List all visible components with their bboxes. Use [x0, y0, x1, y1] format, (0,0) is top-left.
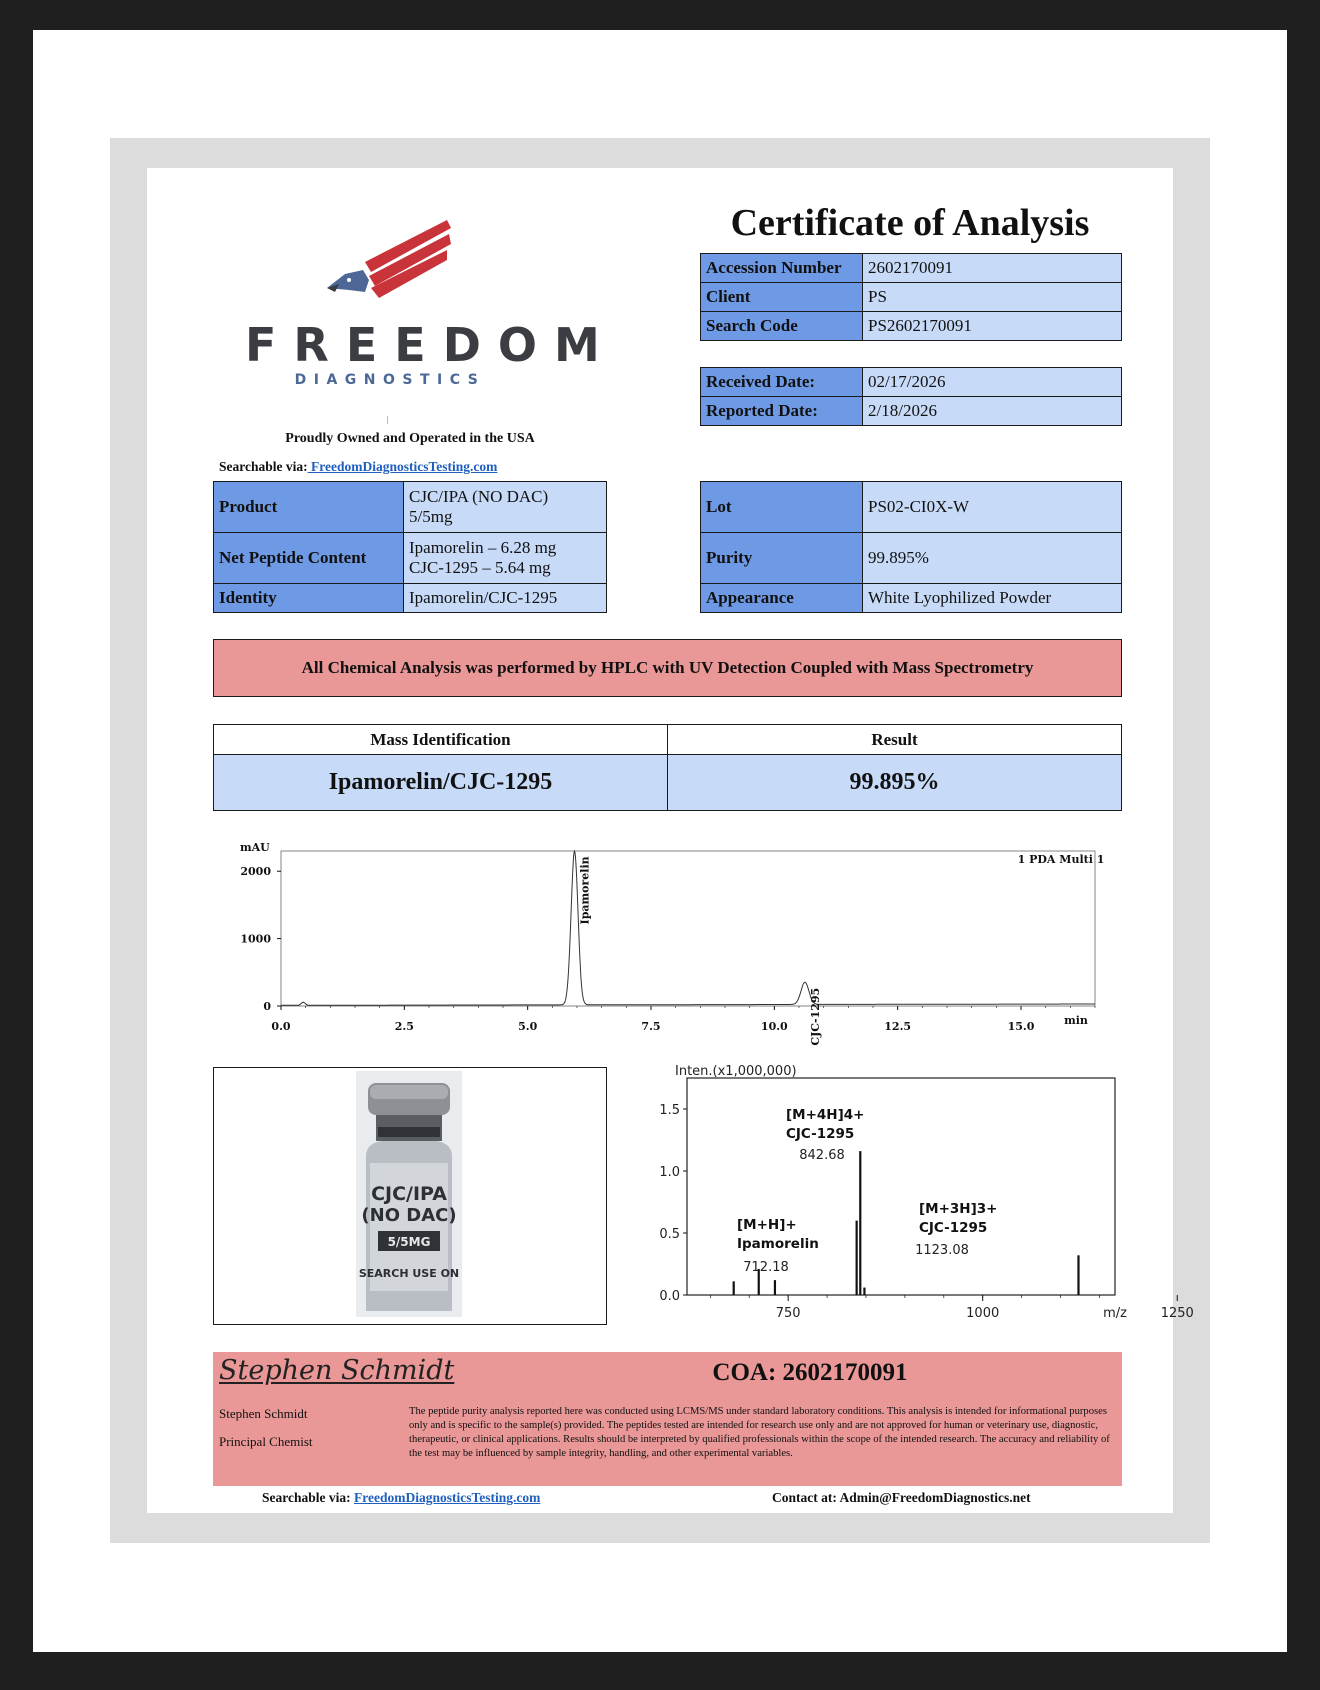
vial-dose-label: 5/5MG [387, 1235, 431, 1249]
y-tick-label: 1.0 [659, 1165, 680, 1180]
accession-key: Accession Number [701, 254, 863, 283]
page-title: Certificate of Analysis [730, 202, 1090, 244]
accession-table [700, 253, 1122, 341]
identification-value: Ipamorelin/CJC-1295 [214, 755, 668, 811]
search-code-key: Search Code [701, 312, 863, 341]
proud-tagline: Proudly Owned and Operated in the USA [285, 431, 535, 446]
website-link[interactable]: FreedomDiagnosticsTesting.com [307, 459, 498, 474]
reported-date-key: Reported Date: [701, 397, 863, 426]
net-peptide-line: CJC-1295 – 5.64 mg [409, 558, 551, 577]
table-row [701, 397, 1122, 426]
y-tick-label: 1000 [240, 932, 271, 946]
searchable-line-top [219, 459, 497, 475]
mass-identification-header: Mass Identification [214, 725, 668, 755]
table-row [701, 482, 1122, 533]
peak-annotation-name: CJC-1295 [786, 1126, 855, 1142]
chart-title: Inten.(x1,000,000) [675, 1064, 797, 1079]
y-tick-label: 2000 [240, 865, 271, 879]
chromatogram-trace [281, 851, 1095, 1005]
lot-value: PS02-CI0X-W [863, 482, 1122, 533]
disclaimer-text: The peptide purity analysis reported here was conducted using LCMS/MS under standard laboratory conditions. This analysis is intended for informational purposes only and is specific to the sample(s) provided. The peptides tested are intended for research use only and are not approved for human or veterinary use, diagnostic, therapeutic, or clinical applications. Results should be interpreted by qualified professionals within the scope of the intended research. The accuracy and reliability of the test may be influenced by sample integrity, handling, and other experimental variables. [409, 1406, 1110, 1459]
purity-value: 99.895% [863, 533, 1122, 584]
vial-image [356, 1071, 462, 1317]
product-table [213, 481, 607, 613]
product-value-line: 5/5mg [409, 507, 453, 526]
table-row [701, 283, 1122, 312]
x-tick-label: 15.0 [1007, 1020, 1035, 1033]
y-tick-label: 0.0 [659, 1289, 680, 1304]
table-row [701, 368, 1122, 397]
x-axis-label: m/z [1103, 1306, 1127, 1321]
peak-annotation-name: Ipamorelin [737, 1236, 819, 1252]
identity-key: Identity [214, 584, 404, 613]
x-tick-label: 2.5 [394, 1020, 414, 1033]
chemist-name: Stephen Schmidt [219, 1406, 308, 1421]
peak-label: Ipamorelin [578, 856, 592, 925]
brand-subtitle: DIAGNOSTICS [294, 372, 486, 388]
method-banner: All Chemical Analysis was performed by HPLC with UV Detection Coupled with Mass Spectrometry [213, 639, 1122, 697]
mass-spectrum-chart [640, 1058, 1194, 1333]
searchable-label: Searchable via: [262, 1490, 354, 1505]
table-row [214, 584, 607, 613]
lot-table [700, 481, 1122, 613]
y-tick-label: 0 [263, 1000, 271, 1013]
x-tick-label: 0.0 [271, 1020, 291, 1033]
net-peptide-key: Net Peptide Content [214, 533, 404, 584]
product-photo-frame [213, 1067, 607, 1325]
net-peptide-line: Ipamorelin – 6.28 mg [409, 538, 557, 557]
brand-wordmark: FREEDOM [245, 318, 617, 372]
table-row [701, 312, 1122, 341]
identity-value: Ipamorelin/CJC-1295 [404, 584, 607, 613]
appearance-key: Appearance [701, 584, 863, 613]
table-row [701, 254, 1122, 283]
peak-annotation-ion: [M+4H]4+ [786, 1107, 865, 1123]
y-tick-label: 0.5 [659, 1227, 680, 1242]
x-tick-label: 750 [775, 1306, 801, 1321]
appearance-value: White Lyophilized Powder [863, 584, 1122, 613]
vial-label-line1: CJC/IPA [371, 1183, 447, 1205]
coa-number: COA: 2602170091 [712, 1359, 908, 1386]
y-axis-label: mAU [240, 841, 270, 854]
received-date-key: Received Date: [701, 368, 863, 397]
peak-label: CJC-1295 [808, 987, 822, 1046]
purity-key: Purity [701, 533, 863, 584]
hplc-chromatogram [225, 841, 1105, 1046]
vial-footer-label: SEARCH USE ON [358, 1267, 460, 1280]
table-row [701, 584, 1122, 613]
website-link[interactable]: FreedomDiagnosticsTesting.com [354, 1490, 541, 1505]
result-table [213, 724, 1122, 811]
peak-annotation-mz: 842.68 [799, 1148, 845, 1163]
peak-annotation-ion: [M+3H]3+ [919, 1201, 998, 1217]
peak-annotation-mz: 712.18 [743, 1260, 789, 1275]
eagle-logo-icon [325, 218, 455, 308]
x-tick-label: 1250 [1160, 1306, 1194, 1321]
x-tick-label: 7.5 [641, 1020, 661, 1033]
accession-value: 2602170091 [863, 254, 1122, 283]
table-row [214, 533, 607, 584]
x-tick-label: 10.0 [760, 1020, 788, 1033]
net-peptide-value [404, 533, 607, 584]
y-tick-label: 1.5 [659, 1103, 680, 1118]
product-value [404, 482, 607, 533]
chart-title: 1 PDA Multi 1 [1017, 853, 1105, 866]
product-key: Product [214, 482, 404, 533]
peak-annotation-name: CJC-1295 [919, 1220, 988, 1236]
chemist-signature: Stephen Schmidt [219, 1355, 455, 1386]
reported-date-value: 2/18/2026 [863, 397, 1122, 426]
x-axis-label: min [1064, 1014, 1088, 1027]
x-tick-label: 1000 [966, 1306, 1000, 1321]
result-header: Result [668, 725, 1122, 755]
divider [387, 416, 388, 424]
plot-frame [281, 851, 1095, 1006]
table-row [701, 533, 1122, 584]
x-tick-label: 5.0 [518, 1020, 538, 1033]
peak-annotation-ion: [M+H]+ [737, 1217, 797, 1233]
table-header-row [214, 725, 1122, 755]
table-row [214, 482, 607, 533]
client-value: PS [863, 283, 1122, 312]
lot-key: Lot [701, 482, 863, 533]
result-value: 99.895% [668, 755, 1122, 811]
chemist-title: Principal Chemist [219, 1434, 313, 1449]
contact-email: Contact at: Admin@FreedomDiagnostics.net [772, 1490, 1031, 1505]
received-date-value: 02/17/2026 [863, 368, 1122, 397]
vial-label-line2: (NO DAC) [361, 1205, 457, 1226]
search-code-value: PS2602170091 [863, 312, 1122, 341]
x-tick-label: 12.5 [884, 1020, 912, 1033]
table-row [214, 755, 1122, 811]
dates-table [700, 367, 1122, 426]
searchable-label: Searchable via: [219, 459, 308, 474]
product-value-line: CJC/IPA (NO DAC) [409, 487, 549, 506]
peak-annotation-mz: 1123.08 [915, 1243, 969, 1258]
searchable-line-bottom [262, 1490, 540, 1506]
client-key: Client [701, 283, 863, 312]
